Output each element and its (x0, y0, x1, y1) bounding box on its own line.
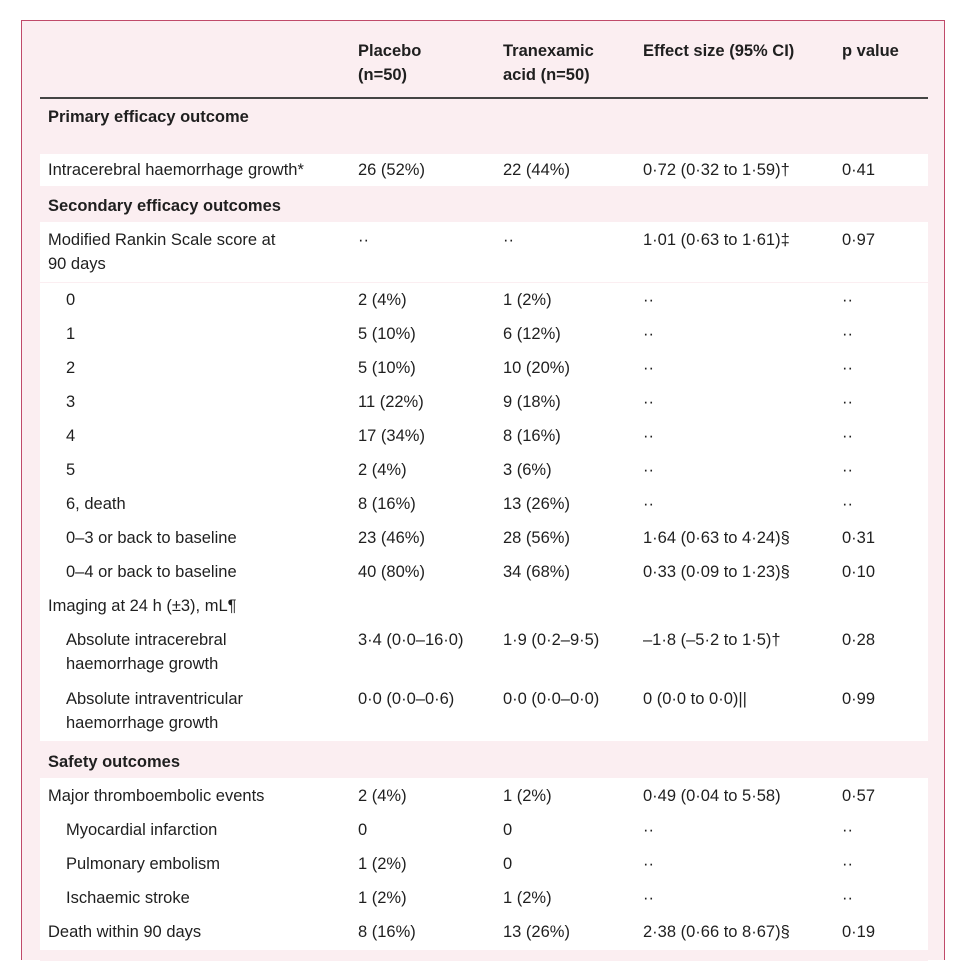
section-header-row (40, 744, 928, 776)
row-label: 4 (66, 427, 76, 445)
row-label: Imaging at 24 h (±3), mL¶ (48, 597, 237, 615)
tranexamic-value: 1·9 (0·2–9·5) (503, 631, 600, 649)
tranexamic-value: ·· (503, 231, 514, 249)
table-row (40, 623, 928, 679)
placebo-value: 11 (22%) (358, 393, 424, 411)
p-value: ·· (842, 291, 853, 309)
tranexamic-value: 0·0 (0·0–0·0) (503, 690, 600, 708)
p-value: 0·10 (842, 563, 876, 581)
row-label: Major thromboembolic events (48, 787, 265, 805)
table-row (40, 419, 928, 453)
row-label: 0–4 or back to baseline (66, 563, 237, 581)
placebo-value: 5 (10%) (358, 359, 416, 377)
table-row (40, 385, 928, 419)
effect-size-value: ·· (643, 325, 654, 343)
tranexamic-value: 28 (56%) (503, 529, 570, 547)
placebo-value: 2 (4%) (358, 787, 407, 805)
effect-size-value: 2·38 (0·66 to 8·67)§ (643, 923, 790, 941)
section-title: Secondary efficacy outcomes (48, 197, 281, 215)
row-label: Myocardial infarction (66, 821, 218, 839)
row-label: Absolute intraventricular haemorrhage growth (66, 690, 244, 732)
table-row (40, 487, 928, 521)
tranexamic-value: 8 (16%) (503, 427, 561, 445)
table-row (40, 283, 928, 317)
row-label: 6, death (66, 495, 126, 513)
effect-size-value: 0·72 (0·32 to 1·59)† (643, 161, 790, 179)
p-value: ·· (842, 821, 853, 839)
table-row (40, 317, 928, 351)
tranexamic-value: 0 (503, 855, 513, 873)
p-value: 0·41 (842, 161, 876, 179)
tranexamic-value: 1 (2%) (503, 291, 552, 309)
row-label: Modified Rankin Scale score at 90 days (48, 231, 276, 273)
header-placebo: Placebo (n=50) (358, 42, 422, 84)
effect-size-value: ·· (643, 393, 654, 411)
tranexamic-value: 34 (68%) (503, 563, 570, 581)
table-row (40, 880, 928, 914)
table-row (40, 453, 928, 487)
table-row (40, 589, 928, 623)
table-row (40, 555, 928, 589)
p-value: 0·28 (842, 631, 876, 649)
placebo-value: 3·4 (0·0–16·0) (358, 631, 464, 649)
effect-size-value: 0·49 (0·04 to 5·58) (643, 787, 781, 805)
section-header-row (40, 188, 928, 220)
placebo-value: 1 (2%) (358, 889, 407, 907)
tranexamic-value: 1 (2%) (503, 787, 552, 805)
row-label: Ischaemic stroke (66, 889, 190, 907)
tranexamic-value: 3 (6%) (503, 461, 552, 479)
p-value: ·· (842, 325, 853, 343)
table-row (40, 679, 928, 741)
table-row (40, 521, 928, 555)
p-value: 0·31 (842, 529, 876, 547)
p-value: 0·57 (842, 787, 876, 805)
section-title: Primary efficacy outcome (48, 108, 249, 126)
placebo-value: 23 (46%) (358, 529, 425, 547)
row-label: Death within 90 days (48, 923, 202, 941)
tranexamic-value: 13 (26%) (503, 923, 570, 941)
effect-size-value: ·· (643, 461, 654, 479)
row-label: Intracerebral haemorrhage growth* (48, 161, 304, 179)
p-value: ·· (842, 359, 853, 377)
tranexamic-value: 22 (44%) (503, 161, 570, 179)
header-divider (40, 97, 928, 99)
table-row (40, 914, 928, 950)
tranexamic-value: 6 (12%) (503, 325, 561, 343)
effect-size-value: ·· (643, 495, 654, 513)
placebo-value: 2 (4%) (358, 461, 407, 479)
row-label: 3 (66, 393, 76, 411)
row-label: 5 (66, 461, 76, 479)
header-tranexamic-acid: Tranexamic acid (n=50) (503, 42, 594, 84)
table-row (40, 154, 928, 186)
effect-size-value: ·· (643, 359, 654, 377)
tranexamic-value: 1 (2%) (503, 889, 552, 907)
header-effect-size: Effect size (95% CI) (643, 42, 795, 60)
table-row (40, 778, 928, 812)
row-label: Pulmonary embolism (66, 855, 221, 873)
table-row (40, 812, 928, 846)
table-frame (21, 20, 945, 960)
results-table (40, 21, 928, 961)
effect-size-value: ·· (643, 427, 654, 445)
effect-size-value: ·· (643, 889, 654, 907)
tranexamic-value: 13 (26%) (503, 495, 570, 513)
placebo-value: ·· (358, 231, 369, 249)
p-value: 0·97 (842, 231, 876, 249)
placebo-value: 40 (80%) (358, 563, 425, 581)
placebo-value: 17 (34%) (358, 427, 425, 445)
placebo-value: 2 (4%) (358, 291, 407, 309)
p-value: ·· (842, 495, 853, 513)
table-row (40, 222, 928, 282)
placebo-value: 8 (16%) (358, 923, 416, 941)
tranexamic-value: 9 (18%) (503, 393, 561, 411)
p-value: 0·19 (842, 923, 876, 941)
table-row (40, 351, 928, 385)
effect-size-value: 0·33 (0·09 to 1·23)§ (643, 563, 790, 581)
placebo-value: 8 (16%) (358, 495, 416, 513)
section-title: Safety outcomes (48, 753, 181, 771)
placebo-value: 26 (52%) (358, 161, 425, 179)
effect-size-value: 1·01 (0·63 to 1·61)‡ (643, 231, 790, 249)
p-value: ·· (842, 889, 853, 907)
placebo-value: 5 (10%) (358, 325, 416, 343)
effect-size-value: ·· (643, 855, 654, 873)
row-label: 2 (66, 359, 76, 377)
effect-size-value: 1·64 (0·63 to 4·24)§ (643, 529, 790, 547)
table-row (40, 846, 928, 880)
effect-size-value: 0 (0·0 to 0·0)|| (643, 690, 747, 708)
header-p-value: p value (842, 42, 899, 60)
placebo-value: 0 (358, 821, 368, 839)
effect-size-value: ·· (643, 291, 654, 309)
p-value: ·· (842, 461, 853, 479)
tranexamic-value: 10 (20%) (503, 359, 570, 377)
p-value: ·· (842, 427, 853, 445)
row-label: 0 (66, 291, 76, 309)
section-header-row (40, 101, 928, 133)
row-label: 1 (66, 325, 76, 343)
p-value: 0·99 (842, 690, 876, 708)
p-value: ·· (842, 855, 853, 873)
effect-size-value: –1·8 (–5·2 to 1·5)† (643, 631, 781, 649)
p-value: ·· (842, 393, 853, 411)
placebo-value: 1 (2%) (358, 855, 407, 873)
row-label: 0–3 or back to baseline (66, 529, 237, 547)
table-header (40, 21, 928, 99)
row-label: Absolute intracerebral haemorrhage growth (66, 631, 227, 673)
placebo-value: 0·0 (0·0–0·6) (358, 690, 455, 708)
tranexamic-value: 0 (503, 821, 513, 839)
effect-size-value: ·· (643, 821, 654, 839)
